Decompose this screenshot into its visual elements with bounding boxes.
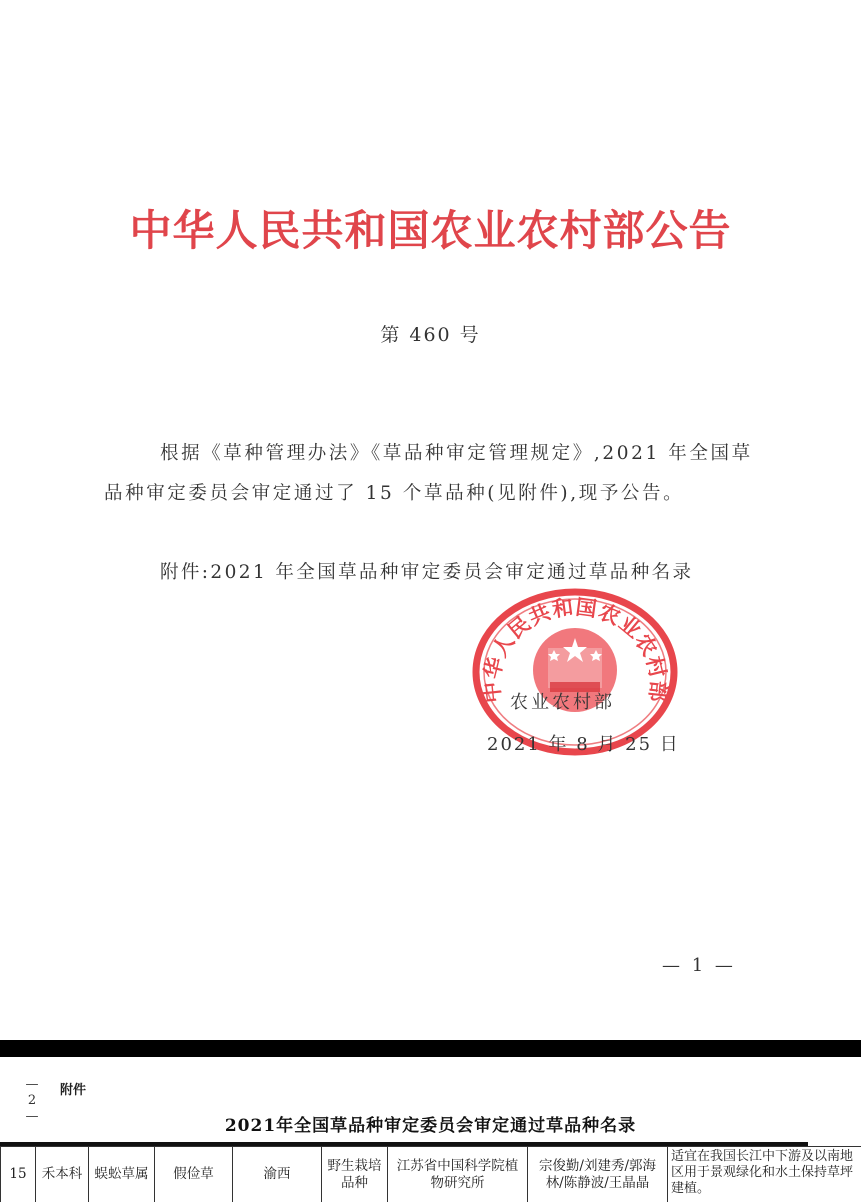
varieties-table	[0, 1146, 861, 1202]
issue-date: 2021 年 8 月 25 日	[487, 734, 680, 755]
page-number: — 1 —	[662, 955, 736, 976]
cell-category: 野生栽培品种	[322, 1147, 388, 1202]
list-title: 2021年全国草品种审定委员会审定通过草品种名录	[224, 1116, 637, 1136]
side-page-number: — 2 —	[25, 1077, 39, 1124]
notice-body: 根据《草种管理办法》《草品种审定管理规定》,2021 年全国草品种审定委员会审定通过了 15 个草品种(见附件),现予公告。	[104, 443, 753, 504]
cell-applicant: 江苏省中国科学院植物研究所	[388, 1147, 528, 1202]
attachment-line: 附件:2021 年全国草品种审定委员会审定通过草品种名录	[160, 562, 694, 583]
page-divider	[0, 1040, 861, 1057]
cell-family: 禾本科	[36, 1147, 89, 1202]
cell-breeders: 宗俊勤/刘建秀/郭海林/陈静波/王晶晶	[528, 1147, 668, 1202]
document-number: 第 460 号	[380, 324, 481, 346]
notice-headline: 中华人民共和国农业农村部公告	[129, 206, 732, 255]
cell-no: 15	[1, 1147, 36, 1202]
seal-text: 中华人民共和国农业农村部	[479, 594, 671, 704]
cell-species: 假俭草	[155, 1147, 233, 1202]
cell-genus: 蜈蚣草属	[89, 1147, 155, 1202]
issuer-name: 农业农村部	[510, 692, 615, 713]
table-row	[1, 1147, 861, 1202]
attachment-page	[0, 1057, 861, 1202]
cell-usage: 适宜在我国长江中下游及以南地区用于景观绿化和水土保持草坪建植。	[668, 1147, 861, 1202]
cell-variety: 渝西	[233, 1147, 322, 1202]
attachment-label: 附件	[60, 1083, 87, 1098]
